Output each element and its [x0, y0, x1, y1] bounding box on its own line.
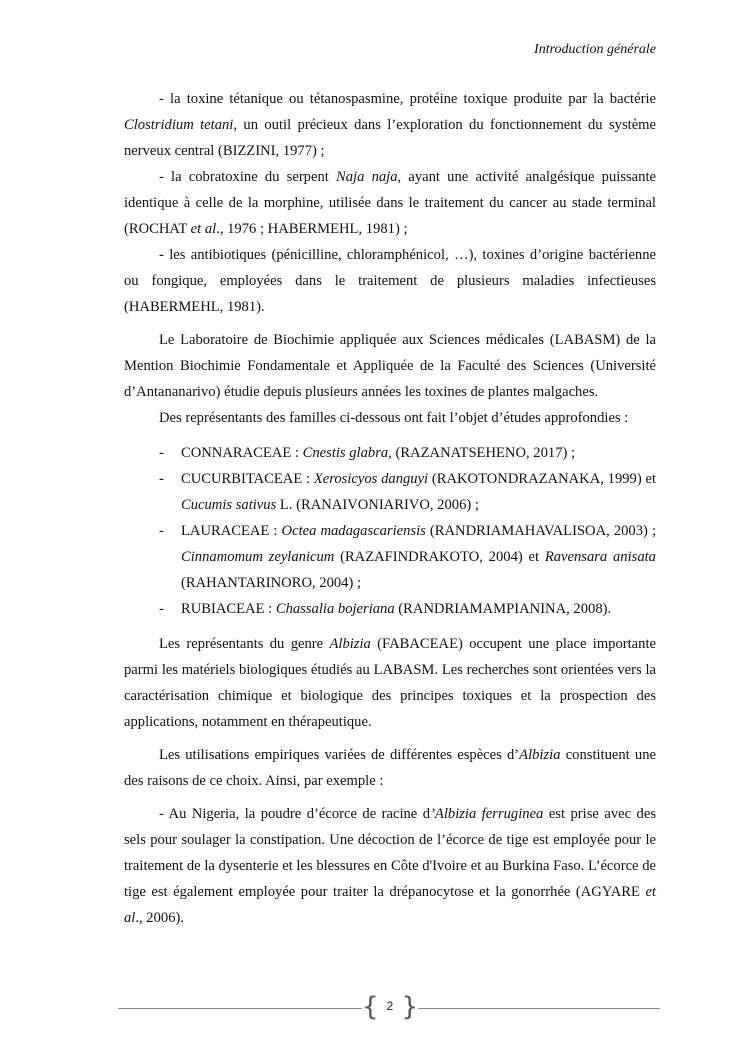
family-cucurbitaceae: - CUCURBITACEAE : Xerosicyos danguyi (RAKOTONDRAZANAKA, 1999) et Cucumis sativus L. (RANAIVONIARIVO, 2006) ;: [159, 471, 656, 513]
page-body: [124, 86, 656, 931]
bullet-tetanus-toxin: - la toxine tétanique ou tétanospasmine, protéine toxique produite par la bactérie Clostridium tetani, un outil précieux dans l’exploration du fonctionnement du système nerveux central (BIZZINI, 1977) ;: [124, 91, 657, 159]
paragraph-nigeria: - Au Nigeria, la poudre d’écorce de racine d’Albizia ferruginea est prise avec des sels pour soulager la constipation. Une décoction de l’écorce de tige est employée pour le traitement de la dysenterie et les blessures en Côte d'Ivoire et au Burkina Faso. L’écorce de tige est également employée pour traiter la drépanocytose et la gonorrhée (AGYARE et al., 2006).: [124, 806, 656, 926]
footer-rule-right: [418, 1008, 660, 1009]
paragraph-families-intro: Des représentants des familles ci-dessous ont fait l’objet d’études approfondies :: [159, 410, 629, 426]
bullet-cobratoxin: - la cobratoxine du serpent Naja naja, ayant une activité analgésique puissante identique à celle de la morphine, utilisée dans le traitement du cancer au stade terminal (ROCHAT et al., 1976 ; HABERMEHL, 1981) ;: [124, 169, 656, 237]
family-rubiaceae: - RUBIACEAE : Chassalia bojeriana (RANDRIAMAMPIANINA, 2008).: [159, 601, 612, 617]
families-list: [124, 440, 656, 622]
page-number-bracket-right: }: [401, 992, 418, 1022]
page-number-bracket-left: {: [362, 992, 379, 1022]
paragraph-labasm: Le Laboratoire de Biochimie appliquée aux Sciences médicales (LABASM) de la Mention Biochimie Fondamentale et Appliquée de la Faculté des Sciences (Université d’Antananarivo) étudie depuis plusieurs années les toxines de plantes malgaches.: [124, 332, 656, 400]
running-header: Introduction générale: [534, 42, 656, 57]
footer-rule-left: [118, 1008, 362, 1009]
page-number: 2: [386, 999, 394, 1013]
page-number-box: [362, 994, 418, 1022]
paragraph-albizia: Les représentants du genre Albizia (FABACEAE) occupent une place importante parmi les matériels biologiques étudiés au LABASM. Les recherches sont orientées vers la caractérisation chimique et biologique des principes toxiques et la prospection des applications, notamment en thérapeutique.: [124, 636, 656, 730]
bullet-antibiotics: - les antibiotiques (pénicilline, chloramphénicol, …), toxines d’origine bactérienne ou fongique, employées dans le traitement de plusieurs maladies infectieuses (HABERMEHL, 1981).: [124, 247, 656, 315]
paragraph-empirical-uses: Les utilisations empiriques variées de différentes espèces d’Albizia constituent une des raisons de ce choix. Ainsi, par exemple :: [124, 747, 656, 789]
family-lauraceae: - LAURACEAE : Octea madagascariensis (RANDRIAMAHAVALISOA, 2003) ; Cinnamomum zeylanicum (RAZAFINDRAKOTO, 2004) et Ravensara anisata (RAHANTARINORO, 2004) ;: [159, 523, 656, 591]
family-connaraceae: - CONNARACEAE : Cnestis glabra, (RAZANATSEHENO, 2017) ;: [159, 445, 576, 461]
